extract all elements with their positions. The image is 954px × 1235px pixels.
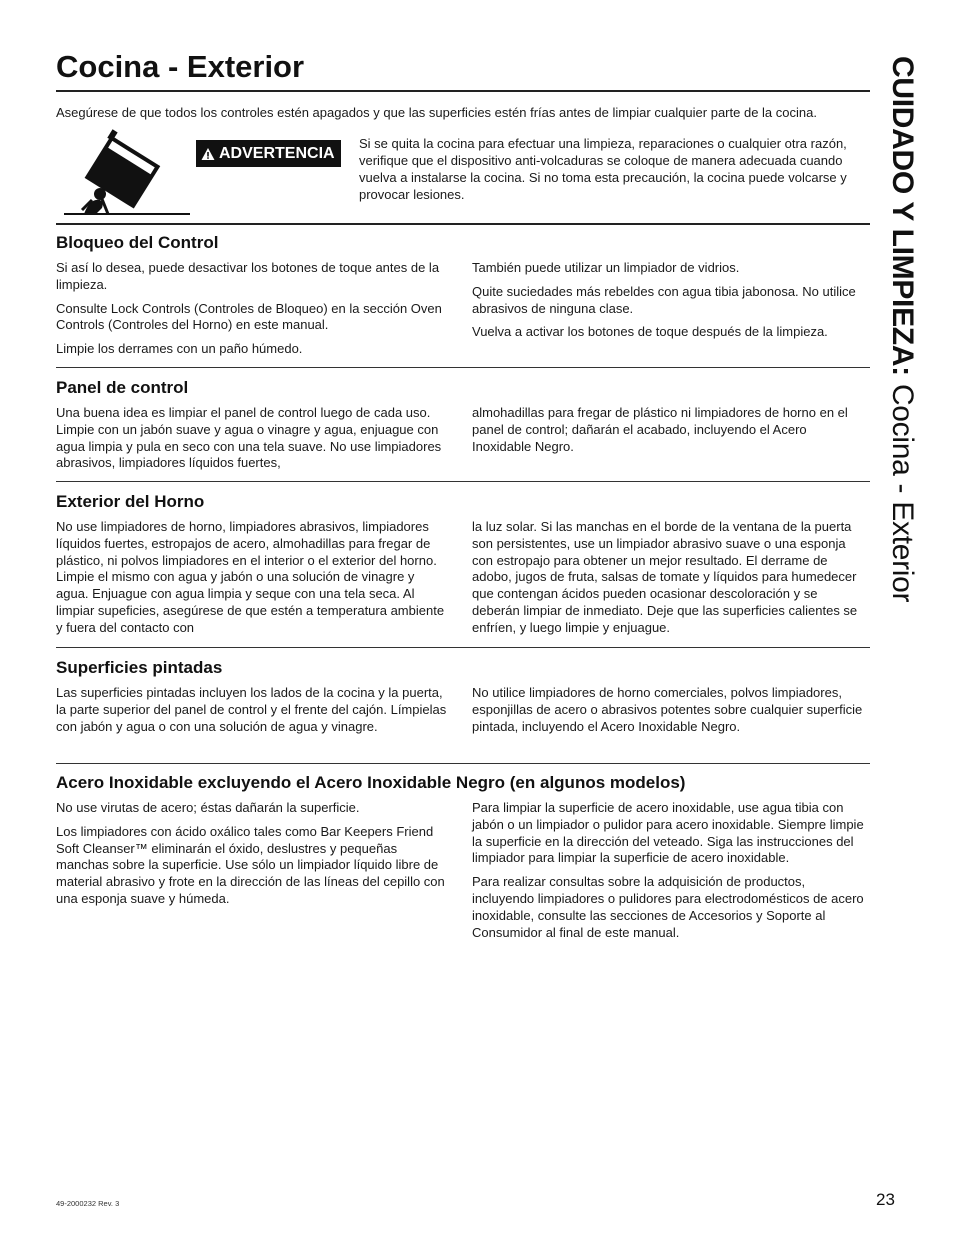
section-acero-left (56, 800, 448, 915)
section-heading-exterior: Exterior del Horno (56, 492, 205, 511)
side-label-regular: Cocina - Exterior (886, 383, 919, 603)
section-divider (56, 223, 870, 225)
paragraph: Limpie los derrames con un paño húmedo. (56, 341, 303, 357)
section-pintadas-left (56, 685, 448, 742)
section-heading-pintadas: Superficies pintadas (56, 658, 223, 677)
paragraph: Una buena idea es limpiar el panel de control luego de cada uso. Limpie con un jabón suave y agua o vinagre y agua, enjuague con agua limpia y pula en seco con una tela suave. No use limpiadores abrasivos, limpiadores líquidos fuertes, (56, 405, 442, 471)
paragraph: Los limpiadores con ácido oxálico tales como Bar Keepers Friend Soft Cleanser™ eliminarán el óxido, deslustres y pequeñas manchas sobre la superficie. Use sólo un limpiador líquido libre de material abrasivo y frote en la dirección de las líneas del cepillo con una esponja suave y húmeda. (56, 823, 445, 906)
section-panel-right (472, 405, 864, 462)
paragraph: Consulte Lock Controls (Controles de Bloqueo) en la sección Oven Controls (Controles del Horno) en este manual. (56, 300, 442, 333)
paragraph: la luz solar. Si las manchas en el borde de la ventana de la puerta son persistentes, use un limpiador abrasivo suave o una esponja con estropajo para obtener un mejor resultado. El derrame de adobo, jugos de fruta, salsas de tomate y líquidos para humedecer que contengan ácidos pueden ocasionar descoloración y se deberán limpiar de inmediato. Deje que las superficies calientes se enfríen, y luego limpie y enjuague. (472, 519, 858, 635)
section-exterior-left (56, 519, 448, 644)
section-acero-right (472, 800, 864, 948)
paragraph: Para limpiar la superficie de acero inoxidable, use agua tibia con jabón o un limpiador o pulidor para acero inoxidable. Siempre limpie la superficie en la dirección del veteado. Siga las instrucciones del limpiador para limpiar la superficie de acero inoxidable. (472, 800, 864, 866)
section-divider (56, 763, 870, 764)
section-divider (56, 481, 870, 482)
paragraph: Para realizar consultas sobre la adquisición de productos, incluyendo limpiadores o pulidores para electrodomésticos de acero inoxidable, consulte las secciones de Accesorios y Soporte al Consumidor al final de este manual. (472, 874, 864, 940)
document-code: 49-2000232 Rev. 3 (56, 1199, 120, 1208)
paragraph: No use virutas de acero; éstas dañarán la superficie. (56, 800, 360, 815)
intro-text: Asegúrese de que todos los controles estén apagados y que las superficies estén frías antes de limpiar cualquier parte de la cocina. (56, 105, 817, 120)
page-number: 23 (876, 1190, 895, 1209)
section-heading-acero: Acero Inoxidable excluyendo el Acero Inoxidable Negro (en algunos modelos) (56, 773, 686, 792)
paragraph: almohadillas para fregar de plástico ni limpiadores de horno en el panel de control; dañarán el acabado, incluyendo el Acero Inoxidable Negro. (472, 405, 848, 454)
page-title: Cocina - Exterior (56, 49, 305, 84)
paragraph: Vuelva a activar los botones de toque después de la limpieza. (472, 324, 828, 340)
paragraph: Si así lo desea, puede desactivar los botones de toque antes de la limpieza. (56, 260, 440, 292)
section-divider (56, 367, 870, 368)
warning-badge (196, 140, 341, 167)
section-heading-panel: Panel de control (56, 378, 189, 397)
paragraph: No use limpiadores de horno, limpiadores abrasivos, limpiadores líquidos fuertes, estropajos de acero, almohadillas para fregar de plástico, ni polvos limpiadores en el interior o el exterior del horno. Limpie el mismo con agua y jabón o una solución de vinagre y agua. Enjuague con agua limpia y seque con una tela seca. Al limpiar supeficies, asegúrese de que estén a temperatura ambiente y fuera del contacto con (56, 519, 445, 635)
section-panel-left (56, 405, 448, 479)
side-section-label (880, 56, 924, 646)
section-heading-bloqueo: Bloqueo del Control (56, 233, 219, 252)
section-divider (56, 647, 870, 648)
warning-triangle-icon (201, 147, 215, 161)
paragraph: Quite suciedades más rebeldes con agua tibia jabonosa. No utilice abrasivos de ninguna clase. (472, 283, 856, 316)
section-pintadas-right (472, 685, 864, 742)
paragraph: Las superficies pintadas incluyen los lados de la cocina y la puerta, la parte superior del panel de control y el frente del cajón. Límpielas con jabón y agua o con una solución de agua y vinagre. (56, 685, 447, 734)
section-bloqueo-left (56, 260, 448, 365)
paragraph: No utilice limpiadores de horno comerciales, polvos limpiadores, esponjillas de acero o abrasivos potentes sobre cualquier superficie pintada, incluyendo el Acero Inoxidable Negro. (472, 685, 863, 734)
title-divider (56, 90, 870, 92)
side-label-text (882, 56, 922, 602)
warning-label: ADVERTENCIA (219, 145, 335, 162)
section-bloqueo-right (472, 260, 864, 348)
side-label-bold: CUIDADO Y LIMPIEZA: (886, 56, 919, 376)
section-exterior-right (472, 519, 864, 644)
tip-over-illustration (62, 126, 192, 218)
paragraph: También puede utilizar un limpiador de vidrios. (472, 260, 740, 275)
warning-text: Si se quita la cocina para efectuar una limpieza, reparaciones o cualquier otra razón, verifique que el dispositivo anti-volcaduras se coloque de manera adecuada cuando vuelva a instalarse la cocina. Si no toma esta precaución, la cocina puede volcarse y provocar lesiones. (359, 136, 847, 202)
